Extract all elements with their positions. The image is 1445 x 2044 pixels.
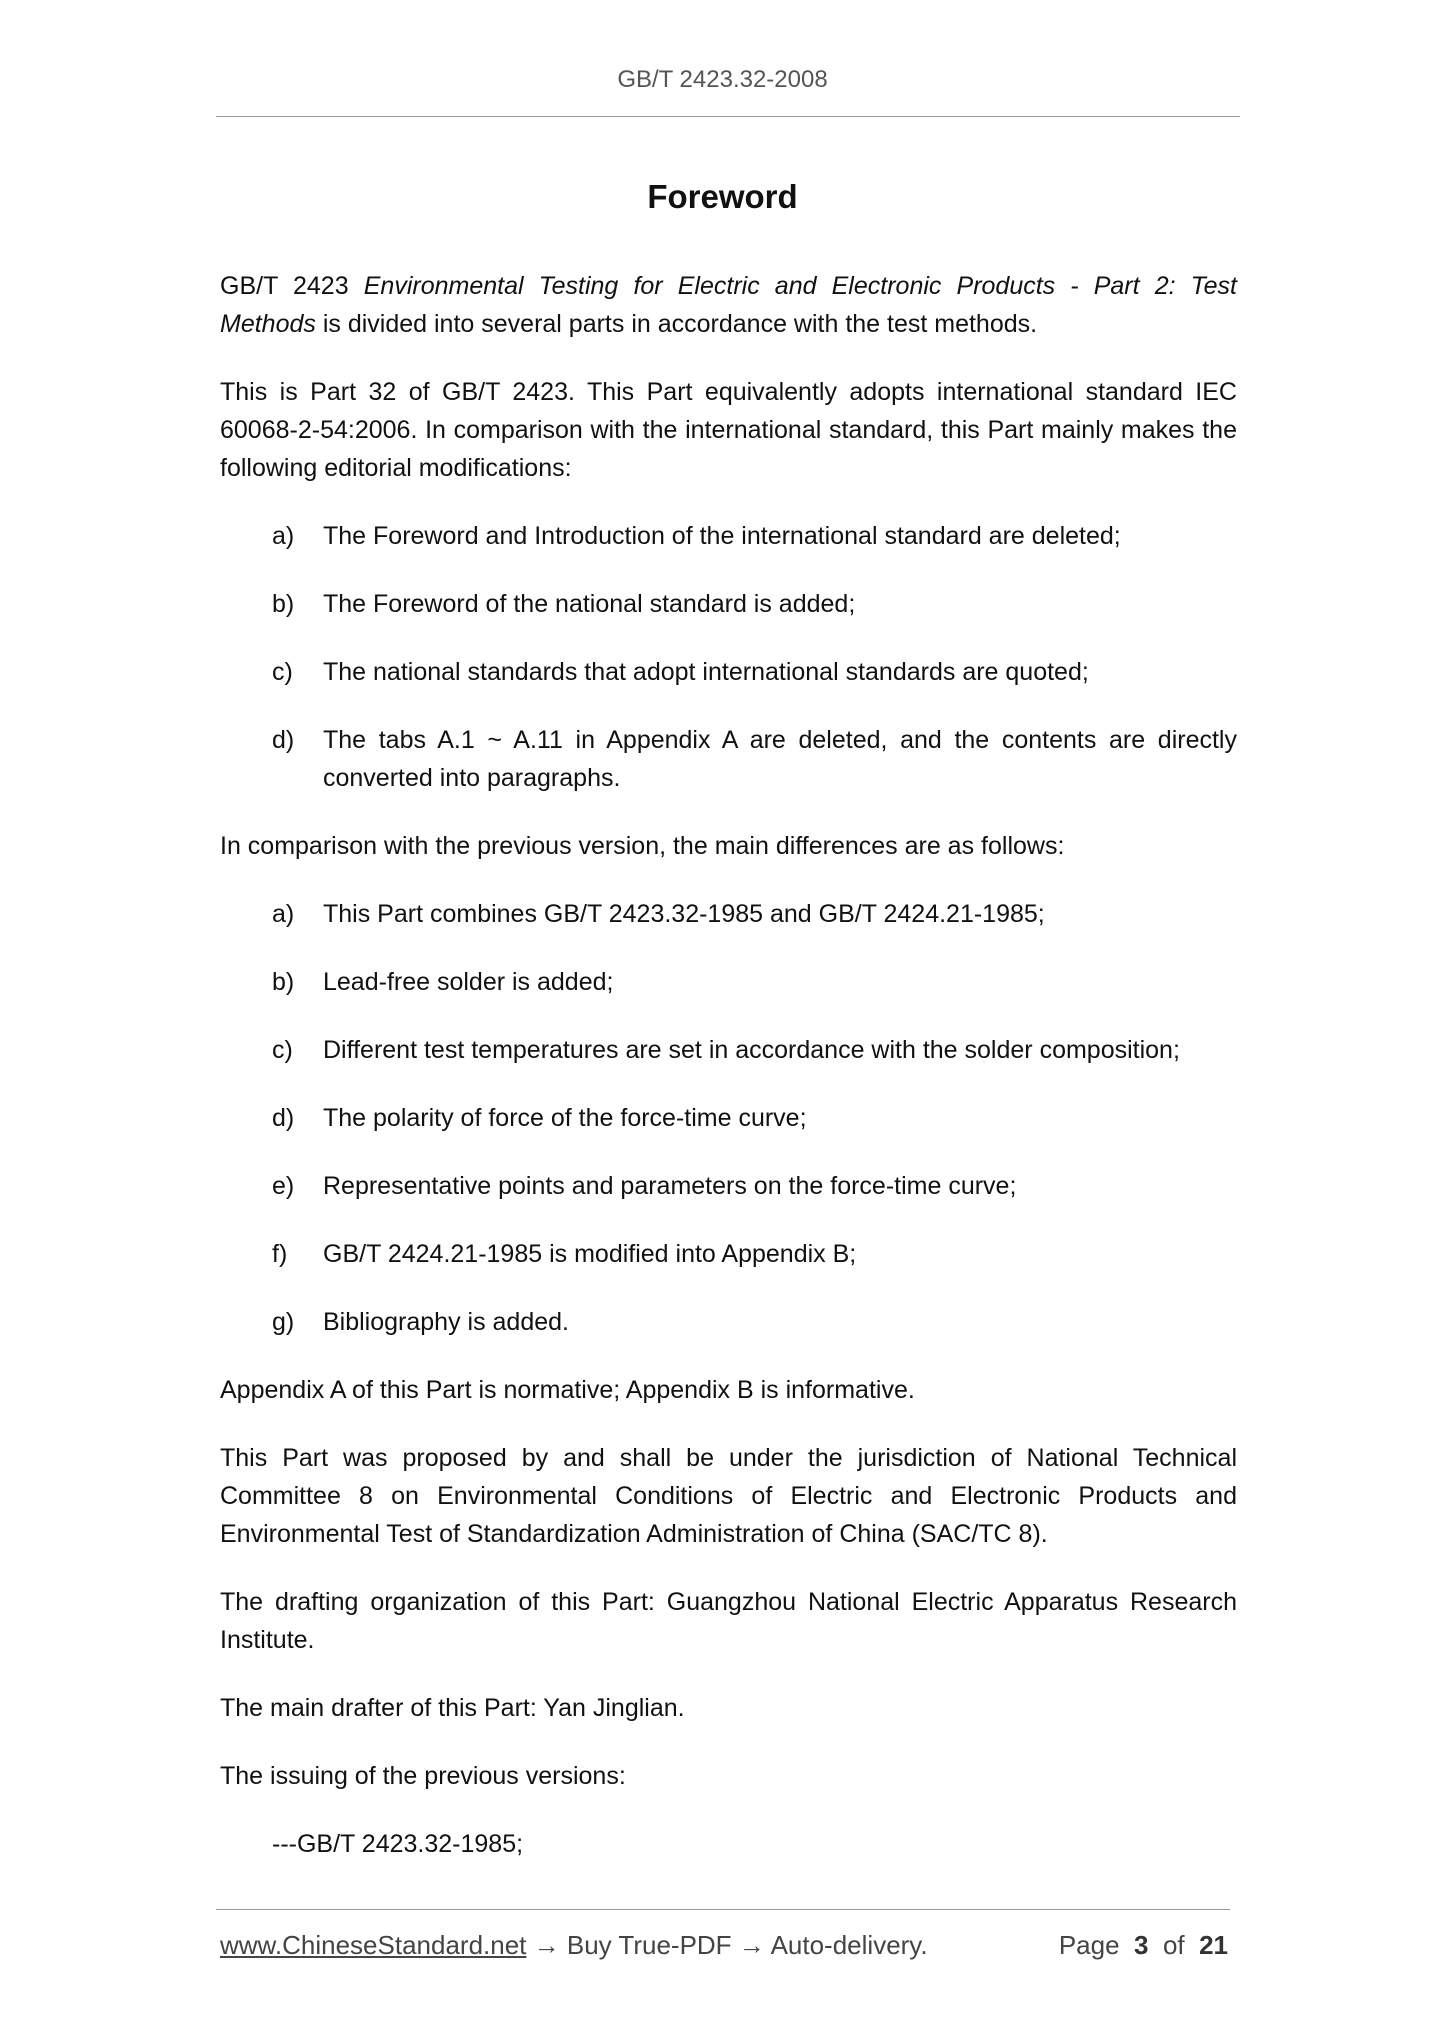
list-item-text: The Foreword of the national standard is added;	[323, 590, 856, 618]
intro-suffix: is divided into several parts in accordance with the test methods.	[315, 310, 1038, 338]
list-item-text: GB/T 2424.21-1985 is modified into Appendix B;	[323, 1240, 857, 1268]
list-item	[220, 653, 1237, 691]
page-current: 3	[1134, 1930, 1149, 1960]
drafting-organization: The drafting organization of this Part: Guangzhou National Electric Apparatus Research Institute.	[220, 1588, 1237, 1654]
list-marker: a)	[272, 900, 295, 928]
intro-paragraph	[220, 267, 1237, 343]
list-marker: d)	[272, 1104, 295, 1132]
list-item-text: Representative points and parameters on the force-time curve;	[323, 1172, 1017, 1200]
page-footer	[220, 1930, 1234, 1970]
appendix-note: Appendix A of this Part is normative; Appendix B is informative.	[220, 1376, 915, 1404]
differences-intro: In comparison with the previous version, the main differences are as follows:	[220, 832, 1065, 860]
previous-versions-intro: The issuing of the previous versions:	[220, 1762, 626, 1790]
proposed-by-paragraph: This Part was proposed by and shall be under the jurisdiction of National Technical Committee 8 on Environmental Conditions of Electric and Electronic Products and Environmental Test of Standardization Administration of China (SAC/TC 8).	[220, 1444, 1237, 1548]
page-label: Page	[1058, 1930, 1120, 1960]
list-item	[220, 517, 1237, 555]
footer-promo-text: → Buy True-PDF → Auto-delivery.	[526, 1930, 928, 1960]
list-marker: g)	[272, 1308, 295, 1336]
differences-list	[220, 895, 1237, 1341]
list-item-text: The polarity of force of the force-time curve;	[323, 1104, 807, 1132]
standard-series-title: Environmental Testing for Electric and Electronic Products - Part 2: Test Methods	[220, 272, 1237, 338]
adoption-paragraph: This is Part 32 of GB/T 2423. This Part equivalently adopts international standard IEC 60068-2-54:2006. In comparison with the international standard, this Part mainly makes the following editorial modifications:	[220, 378, 1237, 482]
page-of-label: of	[1162, 1930, 1185, 1960]
list-item-text: Lead-free solder is added;	[323, 968, 614, 996]
list-marker: d)	[272, 726, 295, 754]
list-item-text: The Foreword and Introduction of the international standard are deleted;	[323, 522, 1121, 550]
page-title: Foreword	[647, 178, 798, 215]
page-total: 21	[1199, 1930, 1228, 1960]
list-item	[220, 721, 1237, 797]
page-number	[1059, 1930, 1228, 1961]
editorial-modifications-list	[220, 517, 1237, 797]
previous-version-item: ---GB/T 2423.32-1985;	[272, 1830, 524, 1858]
list-item-text: Different test temperatures are set in accordance with the solder composition;	[323, 1036, 1180, 1064]
list-marker: b)	[272, 590, 295, 618]
list-marker: a)	[272, 522, 295, 550]
running-header: GB/T 2423.32-2008	[617, 66, 828, 93]
header-divider	[216, 116, 1240, 117]
list-marker: c)	[272, 658, 293, 686]
list-marker: b)	[272, 968, 295, 996]
website-link[interactable]: www.ChineseStandard.net	[220, 1930, 527, 1960]
list-item	[220, 1099, 1237, 1137]
list-marker: e)	[272, 1172, 295, 1200]
main-drafter: The main drafter of this Part: Yan Jinglian.	[220, 1694, 685, 1722]
intro-prefix: GB/T 2423	[220, 272, 364, 300]
list-item	[220, 1235, 1237, 1273]
list-item	[220, 895, 1237, 933]
list-item	[220, 1167, 1237, 1205]
list-item	[220, 963, 1237, 1001]
list-item	[220, 585, 1237, 623]
document-body	[220, 267, 1237, 1863]
footer-promo	[220, 1930, 928, 1961]
list-marker: c)	[272, 1036, 293, 1064]
list-item-text: This Part combines GB/T 2423.32-1985 and GB/T 2424.21-1985;	[323, 900, 1045, 928]
list-item-text: The national standards that adopt international standards are quoted;	[323, 658, 1089, 686]
list-item-text: Bibliography is added.	[323, 1308, 569, 1336]
list-marker: f)	[272, 1240, 288, 1268]
list-item	[220, 1031, 1237, 1069]
list-item	[220, 1303, 1237, 1341]
list-item-text: The tabs A.1 ~ A.11 in Appendix A are deleted, and the contents are directly converted into paragraphs.	[323, 726, 1237, 792]
footer-divider	[216, 1909, 1230, 1910]
